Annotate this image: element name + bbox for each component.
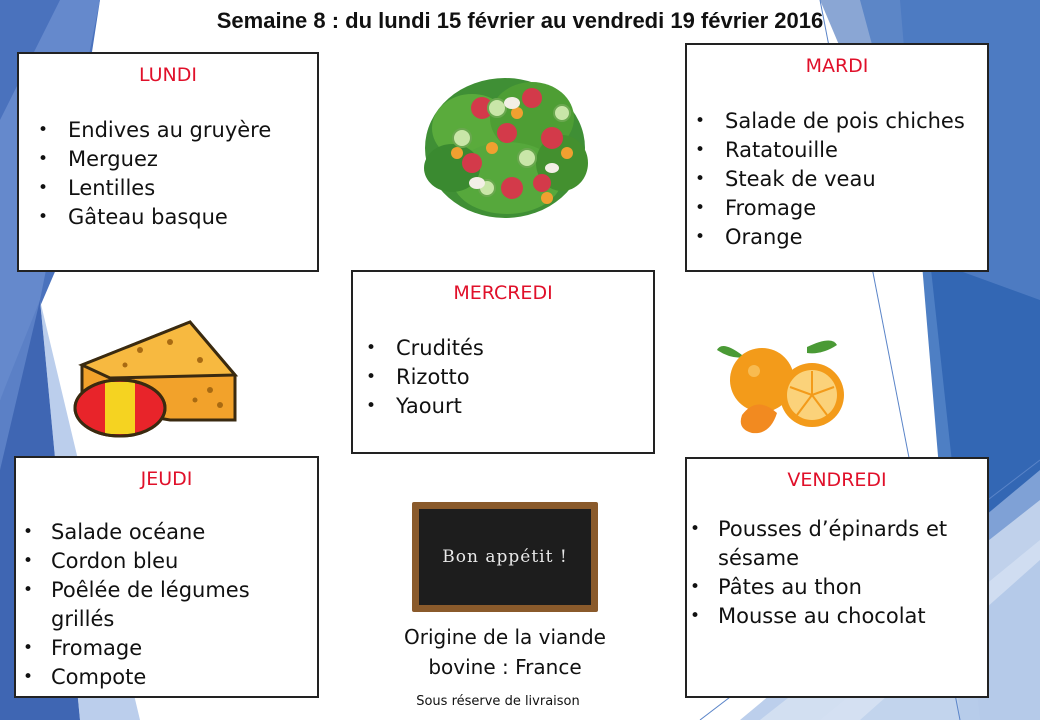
menu-list-lundi bbox=[19, 116, 317, 232]
meat-origin-note bbox=[352, 622, 658, 682]
day-title-jeudi: JEUDI bbox=[140, 468, 193, 490]
day-title-mardi: MARDI bbox=[805, 55, 869, 77]
menu-item: • Crudités bbox=[396, 334, 653, 363]
page-title: Semaine 8 : du lundi 15 février au vendredi 19 février 2016 bbox=[216, 8, 824, 33]
menu-item: • Cordon bleu bbox=[51, 547, 317, 576]
salad-icon bbox=[412, 58, 598, 228]
menu-item: • Poêlée de légumes grillés bbox=[51, 576, 317, 634]
menu-item: • Salade océane bbox=[51, 518, 317, 547]
menu-list-jeudi bbox=[16, 518, 317, 692]
day-box-lundi bbox=[17, 52, 319, 272]
menu-item: • Yaourt bbox=[396, 392, 653, 421]
delivery-disclaimer: Sous réserve de livraison bbox=[416, 694, 580, 709]
day-box-jeudi bbox=[14, 456, 319, 698]
menu-item: • Compote bbox=[51, 663, 317, 692]
menu-item: • Pousses d’épinards et sésame bbox=[718, 515, 987, 573]
day-box-mercredi bbox=[351, 270, 655, 454]
chalkboard-icon bbox=[412, 502, 598, 612]
origin-line-1: Origine de la viande bbox=[404, 625, 606, 649]
menu-item: • Fromage bbox=[725, 194, 987, 223]
day-title-mercredi: MERCREDI bbox=[453, 282, 553, 304]
menu-item: • Rizotto bbox=[396, 363, 653, 392]
menu-list-mercredi bbox=[353, 334, 653, 421]
orange-icon bbox=[712, 335, 852, 445]
origin-line-2: bovine : France bbox=[428, 655, 582, 679]
menu-item: • Endives au gruyère bbox=[68, 116, 317, 145]
menu-item: • Pâtes au thon bbox=[718, 573, 987, 602]
menu-item: • Salade de pois chiches bbox=[725, 107, 987, 136]
menu-item: • Ratatouille bbox=[725, 136, 987, 165]
day-title-vendredi: VENDREDI bbox=[787, 469, 887, 491]
cheese-icon bbox=[70, 320, 240, 440]
menu-item: • Mousse au chocolat bbox=[718, 602, 987, 631]
menu-item: • Steak de veau bbox=[725, 165, 987, 194]
menu-item: • Gâteau basque bbox=[68, 203, 317, 232]
menu-item: • Fromage bbox=[51, 634, 317, 663]
menu-item: • Merguez bbox=[68, 145, 317, 174]
chalkboard-text: Bon appétit ! bbox=[419, 509, 591, 605]
day-title-lundi: LUNDI bbox=[139, 64, 197, 86]
menu-list-vendredi bbox=[687, 515, 987, 631]
menu-item: • Orange bbox=[725, 223, 987, 252]
day-box-vendredi bbox=[685, 457, 989, 698]
day-box-mardi bbox=[685, 43, 989, 272]
menu-item: • Lentilles bbox=[68, 174, 317, 203]
menu-list-mardi bbox=[687, 107, 987, 252]
